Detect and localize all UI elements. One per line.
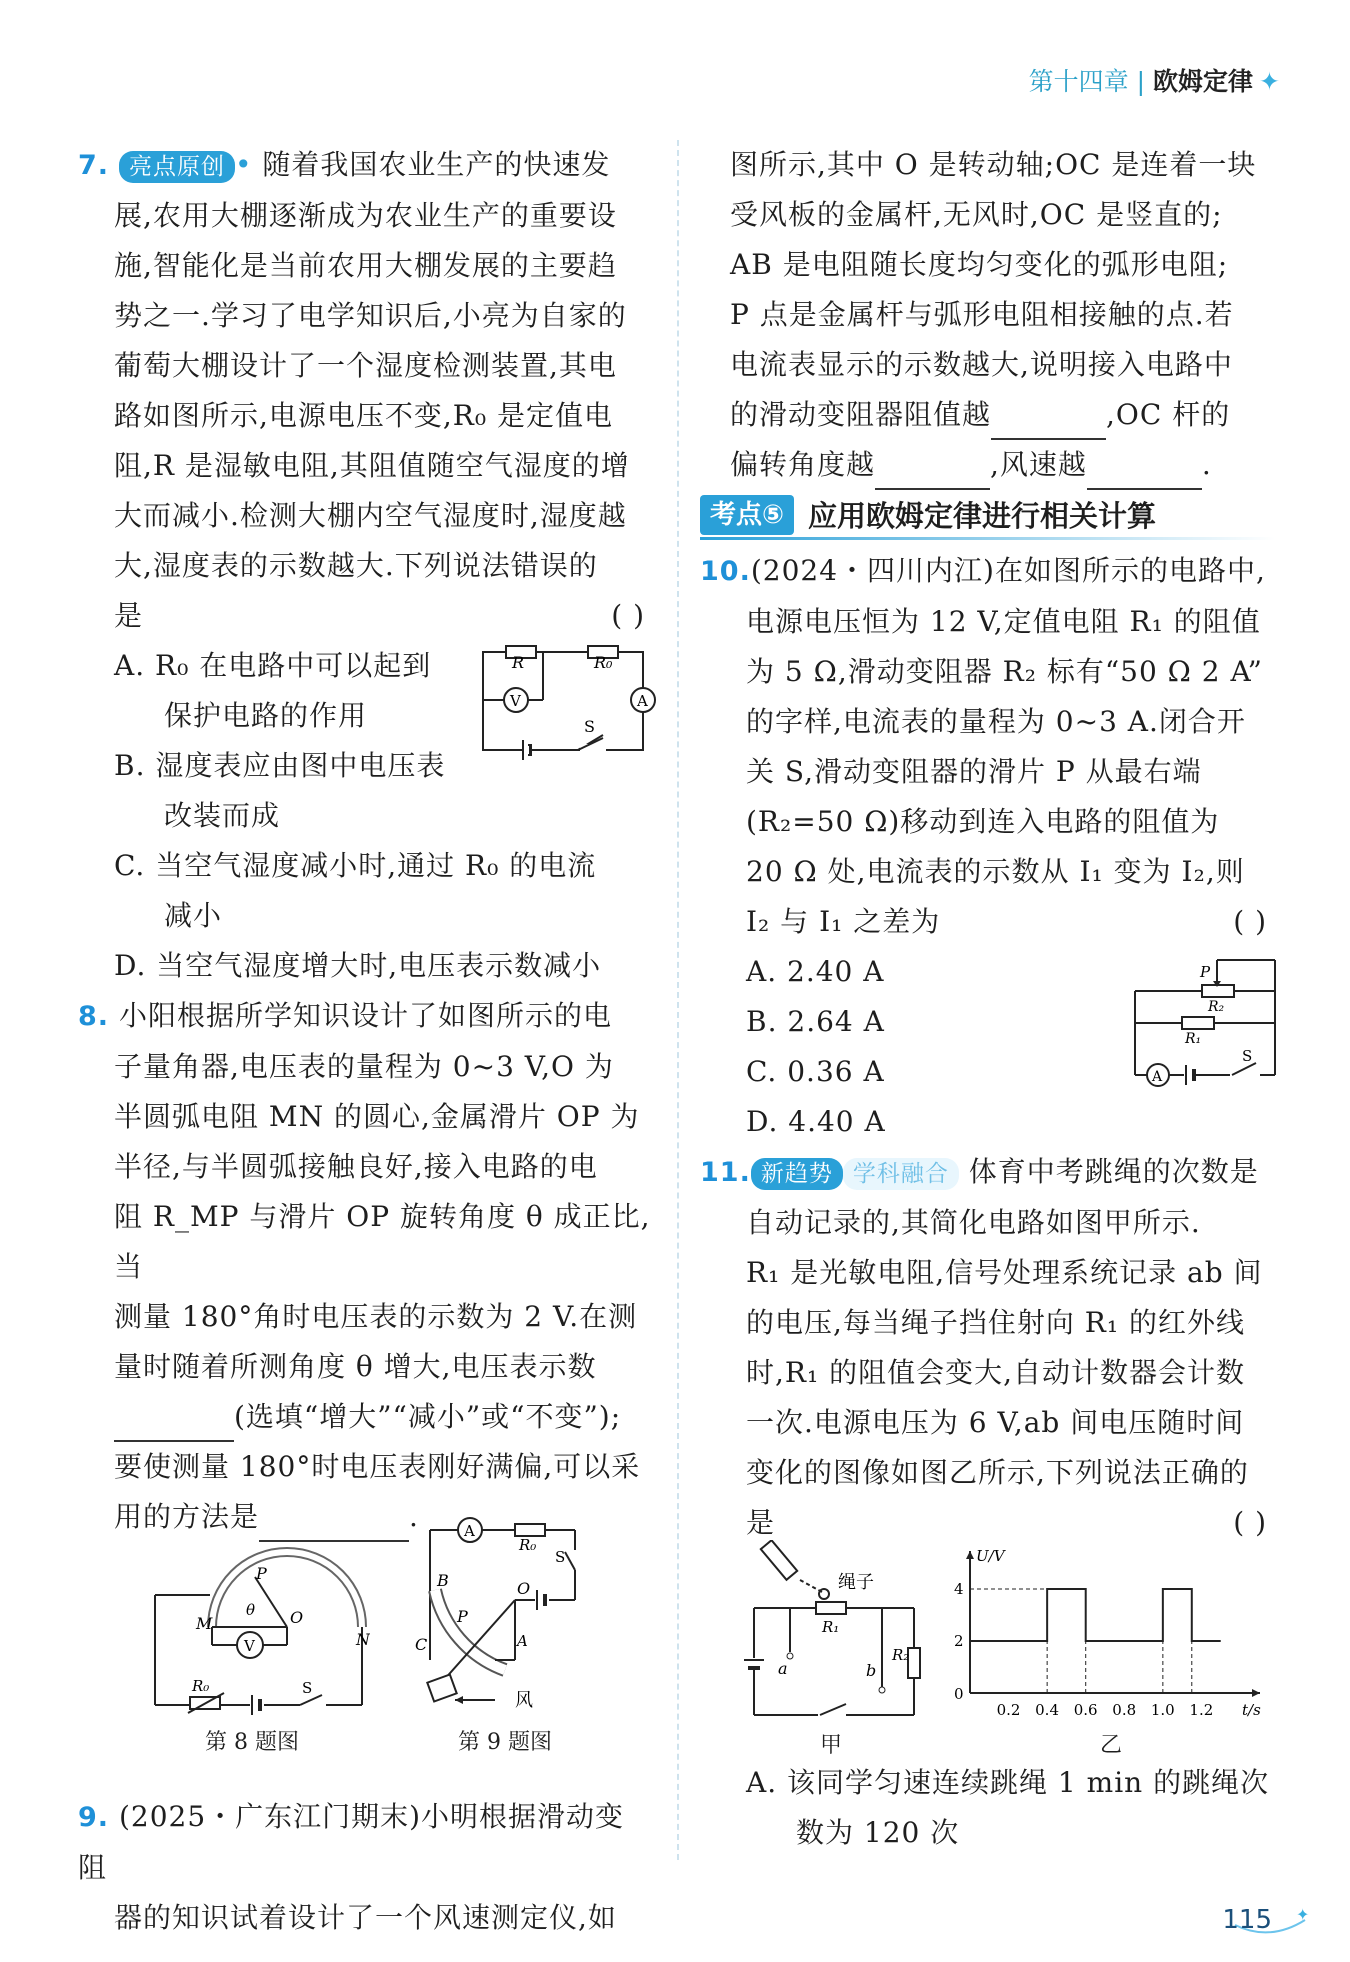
q10-option-b: B. 2.64 A (746, 1005, 885, 1038)
q11-line: 的电压,每当绳子挡住射向 R₁ 的红外线 (746, 1306, 1246, 1339)
svg-text:A: A (517, 1632, 528, 1650)
q9-right-line: P 点是金属杆与弧形电阻相接触的点.若 (730, 298, 1234, 331)
q7-tag: 亮点原创 (119, 151, 235, 183)
q9-line-1 (78, 1792, 653, 1893)
q11-text: 体育中考跳绳的次数是 (968, 1155, 1259, 1188)
q8-line (78, 1392, 653, 1442)
q10-text: I₂ 与 I₁ 之差为 (746, 905, 941, 938)
q8-number: 8. (78, 1001, 110, 1032)
svg-text:R₁: R₁ (1185, 1031, 1202, 1047)
q9-text: (2025・广东江门期末)小明根据滑动变阻 (78, 1800, 625, 1884)
answer-paren: ( ) (1233, 905, 1267, 938)
header-separator: | (1136, 67, 1146, 96)
kaodian-tag: 考点⑤ (700, 495, 794, 535)
svg-text:B: B (437, 1571, 449, 1590)
q7-line: 展,农用大棚逐渐成为农业生产的重要设 (114, 199, 617, 232)
svg-text:S: S (302, 1679, 313, 1697)
q7-option-a-cont: 保护电路的作用 (164, 699, 368, 732)
q7-option-b-cont: 改装而成 (164, 799, 281, 832)
svg-text:b: b (866, 1661, 877, 1680)
fill-blank[interactable] (991, 404, 1106, 440)
x-tick-label: 1.2 (1189, 1701, 1214, 1719)
q11-tag-cross: 学科融合 (843, 1158, 959, 1190)
q11-line: 时,R₁ 的阻值会变大,自动计数器会计数 (746, 1356, 1246, 1389)
svg-text:O: O (290, 1608, 304, 1627)
q8-line: 测量 180°角时电压表的示数为 2 V.在测 (114, 1300, 638, 1333)
q10-option-a: A. 2.40 A (746, 955, 885, 988)
q10-option-c: C. 0.36 A (746, 1055, 885, 1088)
svg-text:R₀: R₀ (519, 1536, 537, 1554)
q11-line: 一次.电源电压为 6 V,ab 间电压随时间 (746, 1406, 1245, 1439)
q7-option-a: A. R₀ 在电路中可以起到 (114, 649, 432, 682)
q7-option-b: B. 湿度表应由图中电压表 (114, 749, 446, 782)
q9-number: 9. (78, 1802, 110, 1833)
column-divider (677, 140, 679, 1860)
q11-line: 变化的图像如图乙所示,下列说法正确的 (746, 1456, 1249, 1489)
svg-text:P: P (457, 1607, 468, 1626)
svg-text:R: R (512, 653, 525, 672)
q9-right-line (700, 390, 1275, 440)
wind-label: 风 (515, 1690, 533, 1711)
y-tick-label: 4 (954, 1580, 964, 1598)
q9-text: 偏转角度越 (730, 448, 876, 481)
q9-right-line: 受风板的金属杆,无风时,OC 是竖直的; (730, 198, 1223, 231)
kaodian-underline (700, 537, 1275, 540)
figure-9-caption: 第 9 题图 (458, 1730, 552, 1755)
q8-text: . (409, 1500, 419, 1533)
q7-option-d: D. 当空气湿度增大时,电压表示数减小 (114, 949, 602, 982)
q11-option-a-cont: 数为 120 次 (796, 1816, 960, 1849)
q11-line-1 (700, 1147, 1275, 1198)
svg-text:V: V (510, 692, 521, 710)
q7-option-c-cont: 减小 (164, 899, 223, 932)
svg-text:a: a (778, 1659, 788, 1678)
svg-text:N: N (356, 1630, 370, 1649)
svg-text:S: S (555, 1548, 566, 1566)
q10-option-d: D. 4.40 A (746, 1105, 886, 1138)
q9-wind-speed-circuit (415, 1510, 585, 1720)
q9-text: . (1201, 448, 1212, 481)
svg-text:S: S (584, 717, 595, 736)
q11-line: R₁ 是光敏电阻,信号处理系统记录 ab 间 (746, 1256, 1263, 1289)
q7-line: 大而减小.检测大棚内空气湿度时,湿度越 (114, 499, 627, 532)
svg-text:P: P (1200, 963, 1211, 981)
x-tick-label: 1.0 (1150, 1701, 1175, 1719)
q7-line: 路如图所示,电源电压不变,R₀ 是定值电 (114, 399, 614, 432)
svg-text:A: A (464, 1522, 475, 1540)
q8-line: 半径,与半圆弧接触良好,接入电路的电 (114, 1150, 598, 1183)
q8-text: 用的方法是 (114, 1500, 260, 1533)
chapter-number: 第十四章 (1028, 67, 1129, 96)
x-tick-label: 0.6 (1073, 1701, 1098, 1719)
y-tick-label: 2 (954, 1632, 964, 1650)
q9-right-line: 图所示,其中 O 是转动轴;OC 是连着一块 (730, 148, 1257, 181)
q8-protractor-circuit (150, 1515, 370, 1715)
q8-line: 半圆弧电阻 MN 的圆心,金属滑片 OP 为 (114, 1100, 640, 1133)
chapter-header (1029, 62, 1280, 98)
origin-label: 0 (954, 1685, 964, 1703)
sparkle-icon: ✦ (1259, 67, 1280, 96)
q7-line: 势之一.学习了电学知识后,小亮为自家的 (114, 299, 627, 332)
svg-text:O: O (517, 1579, 531, 1598)
q7-option-c: C. 当空气湿度减小时,通过 R₀ 的电流 (114, 849, 597, 882)
q7-text: 随着我国农业生产的快速发 (262, 148, 611, 181)
y-axis-arrow (966, 1551, 974, 1559)
q10-line: 20 Ω 处,电流表的示数从 I₁ 变为 I₂,则 (746, 855, 1245, 888)
q8-line-1 (78, 991, 653, 1042)
fill-blank[interactable] (1087, 454, 1202, 490)
q8-text: 小阳根据所学知识设计了如图所示的电 (118, 999, 612, 1032)
x-tick-label: 0.2 (996, 1701, 1021, 1719)
q11-voltage-time-chart (940, 1548, 1280, 1728)
svg-text:R₂: R₂ (1208, 999, 1225, 1015)
q9-text: ,风速越 (990, 448, 1087, 481)
q11-circuit-jia (742, 1540, 942, 1730)
q7-line: 阻,R 是湿敏电阻,其阻值随空气湿度的增 (114, 449, 630, 482)
answer-paren: ( ) (611, 599, 645, 632)
q10-number: 10. (700, 556, 751, 587)
kaodian-title: 应用欧姆定律进行相关计算 (808, 499, 1157, 533)
q8-line: 要使测量 180°时电压表刚好满偏,可以采 (114, 1450, 641, 1483)
q10-circuit-diagram (1130, 955, 1280, 1095)
dot-icon: • (234, 148, 253, 181)
q7-line-last (78, 591, 653, 641)
x-axis-arrow (1252, 1689, 1260, 1697)
x-tick-label: 0.8 (1112, 1701, 1137, 1719)
figure-jia-label: 甲 (820, 1733, 843, 1758)
svg-text:S: S (1242, 1047, 1253, 1065)
q10-line-last (700, 897, 1275, 947)
svg-text:C: C (415, 1635, 428, 1654)
svg-text:A: A (637, 692, 648, 710)
q8-line: 量时随着所测角度 θ 增大,电压表示数 (114, 1350, 597, 1383)
x-tick-label: 0.4 (1035, 1701, 1060, 1719)
q11-line: 自动记录的,其简化电路如图甲所示. (746, 1206, 1201, 1239)
voltage-series-line (970, 1589, 1221, 1641)
q10-line-1 (700, 546, 1275, 597)
svg-text:R₀: R₀ (192, 1677, 210, 1695)
q10-line: 电源电压恒为 12 V,定值电阻 R₁ 的阻值 (746, 605, 1261, 638)
q10-line: 关 S,滑动变阻器的滑片 P 从最右端 (746, 755, 1202, 788)
svg-text:A: A (1152, 1069, 1163, 1085)
q8-line: 子量角器,电压表的量程为 0~3 V,O 为 (114, 1050, 614, 1083)
q7-line: 施,智能化是当前农用大棚发展的主要趋 (114, 249, 617, 282)
svg-text:R₂: R₂ (892, 1646, 910, 1664)
fill-blank[interactable] (114, 1406, 234, 1442)
page-number: 115 (1222, 1905, 1272, 1935)
q9-right-line: AB 是电阻随长度均匀变化的弧形电阻; (730, 248, 1229, 281)
q7-line: 大,湿度表的示数越大.下列说法错误的 (114, 549, 598, 582)
x-axis-label: t/s (1242, 1701, 1261, 1719)
q10-line: 的字样,电流表的量程为 0~3 A.闭合开 (746, 705, 1246, 738)
q11-tag-trend: 新趋势 (751, 1158, 843, 1190)
svg-text:V: V (244, 1637, 255, 1655)
q11-text: 是 (746, 1506, 776, 1539)
kaodian-heading (700, 494, 1275, 535)
q10-line: (R₂=50 Ω)移动到连入电路的阻值为 (746, 805, 1220, 838)
q7-number: 7. (78, 150, 110, 181)
q9-text: 的滑动变阻器阻值越 (730, 398, 992, 431)
figure-8-caption: 第 8 题图 (205, 1730, 299, 1755)
svg-text:P: P (256, 1564, 267, 1583)
q10-line: 为 5 Ω,滑动变阻器 R₂ 标有“50 Ω 2 A” (746, 655, 1263, 688)
y-axis-label: U/V (976, 1548, 1005, 1565)
q7-text-last: 是 (114, 599, 144, 632)
q11-option-a: A. 该同学匀速连续跳绳 1 min 的跳绳次 (746, 1766, 1270, 1799)
rope-label: 绳子 (838, 1572, 874, 1593)
svg-text:✦: ✦ (1296, 1905, 1310, 1924)
q9-line: 器的知识试着设计了一个风速测定仪,如 (114, 1901, 617, 1934)
q7-line: 葡萄大棚设计了一个湿度检测装置,其电 (114, 349, 617, 382)
q9-right-line: 电流表显示的示数越大,说明接入电路中 (730, 348, 1233, 381)
q7-circuit-diagram (478, 640, 658, 770)
svg-text:θ: θ (246, 1601, 256, 1619)
fill-blank[interactable] (875, 454, 990, 490)
figure-yi-label: 乙 (1100, 1733, 1123, 1758)
chapter-title: 欧姆定律 (1153, 67, 1254, 96)
q9-right-line (700, 440, 1275, 490)
svg-text:M: M (196, 1614, 213, 1633)
svg-text:R₀: R₀ (594, 653, 613, 672)
svg-text:R₁: R₁ (822, 1618, 840, 1636)
q11-number: 11. (700, 1157, 751, 1188)
answer-paren: ( ) (1233, 1506, 1267, 1539)
q8-text: (选填“增大”“减小”或“不变”); (234, 1400, 622, 1433)
q7-line-1 (78, 140, 653, 191)
q9-text: ,OC 杆的 (1106, 398, 1231, 431)
q10-text: (2024・四川内江)在如图所示的电路中, (750, 554, 1266, 587)
q8-line: 阻 R_MP 与滑片 OP 旋转角度 θ 成正比,当 (114, 1200, 651, 1283)
